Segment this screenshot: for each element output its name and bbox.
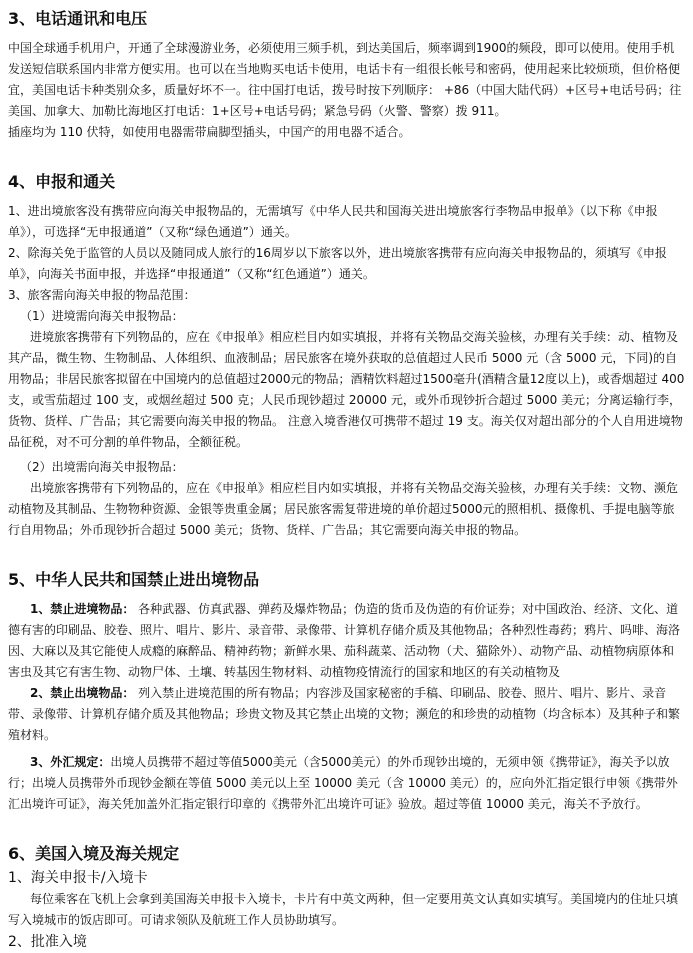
section-4-title: 4、申报和通关 [8,172,116,191]
section-3-title: 3、电话通讯和电压 [8,9,148,28]
section-5-item-3-body: 出境人员携带不超过等值5000美元（含5000美元）的外币现钞出境的，无须申领《携带证》，海关予以放行；出境人员携带外币现钞金额在等值 5000 美元以上至 10000 美元（含 10000 美元）的，应向外汇指定银行申领《携带外汇出境许可证》，海关凭加盖外汇指定银行印章的《携带外汇出境许可证》验放。超过等值 10000 美元，海关不予放行。 [8,755,678,811]
section-3-paragraph-2: 插座均为 110 伏特，如使用电器需带扁脚型插头，中国产的用电器不适合。 [8,125,411,139]
section-4-item-2: 2、除海关免于监管的人员以及随同成人旅行的16周岁以下旅客以外，进出境旅客携带有应向海关申报物品的，须填写《申报单》，向海关书面申报，并选择“申报通道”（又称“红色通道”）通关。 [8,246,667,281]
section-5-item-1-label: 1、禁止进境物品： [30,602,135,616]
section-5-item-1 [8,599,685,683]
section-5-item-2-body: 列入禁止进境范围的所有物品；内容涉及国家秘密的手稿、印刷品、胶卷、照片、唱片、影片、录音带、录像带、计算机存储介质及其他物品；珍贵文物及其它禁止出境的文物；濒危的和珍贵的动植物（均含标本）及其种子和繁殖材料。 [8,686,681,742]
section-5-item-3 [8,752,685,815]
section-4-item-3: 3、旅客需向海关申报的物品范围： [8,288,196,302]
section-4-sub-1-body: 进境旅客携带有下列物品的，应在《申报单》相应栏目内如实填报，并将有关物品交海关验核，办理有关手续：动、植物及其产品，微生物、生物制品、人体组织、血液制品；居民旅客在境外获取的总值超过人民币 5000 元（含 5000 元，下同)的自用物品；非居民旅客拟留在中国境内的总值超过2000元的物品；酒精饮料超过1500毫升(酒精含量12度以上)，或香烟超过 400 支，或雪茄超过 100 支，或烟丝超过 500 克；人民币现钞超过 20000 元，或外币现钞折合超过 5000 美元；分离运输行李，货物、货样、广告品；其它需要向海关申报的物品。 注意入境香港仅可携带不超过 19 支。海关仅对超出部分的个人自用进境物品征税，对不可分割的单件物品，全额征税。 [8,330,685,449]
section-5-item-3-label: 3、外汇规定： [30,755,111,769]
section-3-paragraph-1: 中国全球通手机用户，开通了全球漫游业务，必须使用三频手机，到达美国后，频率调到1900的频段，即可以使用。使用手机发送短信联系国内非常方便实用。也可以在当地购买电话卡使用，电话卡有一组很长帐号和密码，使用起来比较烦琐，但价格便宜，美国电话卡种类别众多，质量好坏不一。往中国打电话，拨号时按下列顺序： +86（中国大陆代码）+区号+电话号码；往美国、加拿大、加勒比海地区打电话：1+区号+电话号码；紧急号码（火警、警察）拨 911。 [8,41,682,118]
section-6-body-1: 每位乘客在飞机上会拿到美国海关申报卡入境卡，卡片有中英文两种，但一定要用英文认真如实填写。美国境内的住址只填写入境城市的饭店即可。可请求领队及航班工作人员协助填写。 [8,892,679,927]
section-6-title: 6、美国入境及海关规定 [8,844,180,863]
section-5-item-1-body: 各种武器、仿真武器、弹药及爆炸物品；伪造的货币及伪造的有价证券；对中国政治、经济、文化、道德有害的印刷品、胶卷、照片、唱片、影片、录音带、录像带、计算机存储介质及其他物品；各种烈性毒药；鸦片、吗啡、海洛因、大麻以及其它能使人成瘾的麻醉品、精神药物；新鲜水果、茄科蔬菜、活动物（犬、猫除外）、动物产品、动植物病原体和害虫及其它有害生物、动物尸体、土壤、转基因生物材料、动植物疫情流行的国家和地区的有关动植物及 [8,602,681,679]
section-4-item-1: 1、进出境旅客没有携带应向海关申报物品的，无需填写《中华人民共和国海关进出境旅客行李物品申报单》（以下称《申报单》），可选择“无申报通道”（又称“绿色通道”）通关。 [8,204,658,239]
section-6-heading-1: 1、海关申报卡/入境卡 [8,870,148,886]
section-4-sub-2-title: （2）出境需向海关申报物品： [20,460,184,474]
section-4-sub-2-body: 出境旅客携带有下列物品的，应在《申报单》相应栏目内如实填报，并将有关物品交海关验核，办理有关手续：文物、濒危动植物及其制品、生物物种资源、金银等贵重金属；居民旅客需复带进境的单价超过5000元的照相机、摄像机、手提电脑等旅行自用物品；外币现钞折合超过 5000 美元；货物、货样、广告品；其它需要向海关申报的物品。 [8,481,679,537]
section-4-sub-1-title: （1）进境需向海关申报物品： [20,309,184,323]
section-6-heading-2: 2、批准入境 [8,934,87,950]
section-5-title: 5、中华人民共和国禁止进出境物品 [8,570,260,589]
section-5-item-2 [8,683,685,746]
section-5-item-2-label: 2、禁止出境物品： [30,686,135,700]
